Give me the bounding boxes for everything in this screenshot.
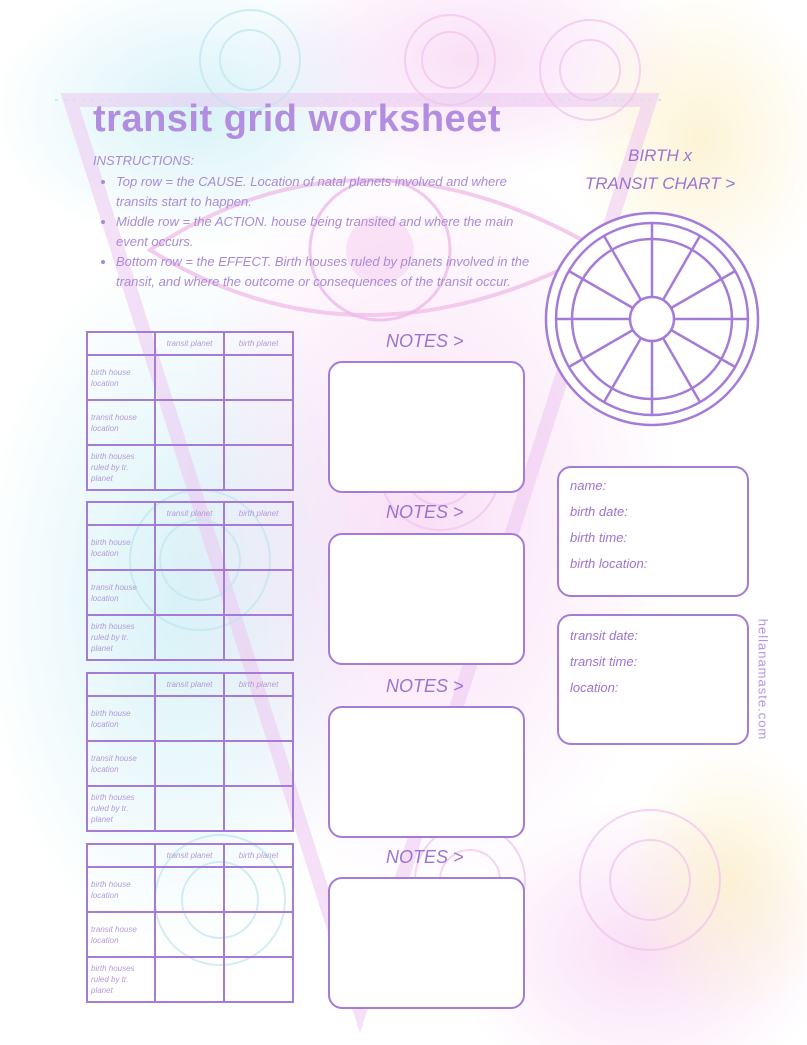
row-label-birth-house: birth house location (87, 355, 155, 400)
header-birth-planet: birth planet (224, 844, 293, 867)
grid-cell[interactable] (155, 615, 224, 660)
row-label-birth-house: birth house location (87, 696, 155, 741)
grid-cell[interactable] (224, 786, 293, 831)
notes-box[interactable] (328, 877, 525, 1009)
row-label-transit-house: transit house location (87, 570, 155, 615)
instruction-item: • Top row = the CAUSE. Location of natal planets involved and where transits start to happen. (116, 172, 541, 212)
notes-box[interactable] (328, 706, 525, 838)
header-birth-planet: birth planet (224, 673, 293, 696)
grid-cell[interactable] (224, 355, 293, 400)
header-birth-planet: birth planet (224, 502, 293, 525)
grid-corner-cell (87, 332, 155, 355)
instruction-item: • Middle row = the ACTION. house being transited and where the main event occurs. (116, 212, 541, 252)
row-label-birth-house: birth house location (87, 867, 155, 912)
birth-date-field: birth date: (570, 504, 628, 519)
row-label-transit-house: transit house location (87, 741, 155, 786)
grid-cell[interactable] (155, 912, 224, 957)
notes-box[interactable] (328, 533, 525, 665)
row-label-ruled-by: birth houses ruled by tr. planet (87, 445, 155, 490)
transit-time-field: transit time: (570, 654, 638, 669)
row-label-transit-house: transit house location (87, 400, 155, 445)
grid-cell[interactable] (224, 867, 293, 912)
grid-corner-cell (87, 502, 155, 525)
grid-cell[interactable] (155, 355, 224, 400)
row-label-birth-house: birth house location (87, 525, 155, 570)
instructions-heading: INSTRUCTIONS: (93, 153, 195, 168)
transit-grid-3 (86, 672, 294, 832)
grid-cell[interactable] (155, 741, 224, 786)
grid-cell[interactable] (155, 867, 224, 912)
instruction-item: • Bottom row = the EFFECT. Birth houses ruled by planets involved in the transit, and where the outcome or consequences of the transit occur. (116, 252, 541, 292)
grid-cell[interactable] (155, 696, 224, 741)
transit-grid-table (86, 843, 294, 1003)
transit-grid-table (86, 331, 294, 491)
transit-info-box[interactable] (557, 614, 749, 745)
website-credit: hellanamaste.com (755, 618, 771, 741)
birth-location-field: birth location: (570, 556, 648, 571)
transit-location-field: location: (570, 680, 619, 695)
notes-box[interactable] (328, 361, 525, 493)
header-transit-planet: transit planet (155, 844, 224, 867)
row-label-ruled-by: birth houses ruled by tr. planet (87, 615, 155, 660)
astrology-wheel-chart[interactable] (543, 205, 761, 433)
transit-grid-table (86, 672, 294, 832)
transit-grid-1 (86, 331, 294, 491)
grid-cell[interactable] (155, 525, 224, 570)
chart-title (560, 142, 760, 198)
grid-cell[interactable] (155, 570, 224, 615)
grid-cell[interactable] (224, 445, 293, 490)
grid-cell[interactable] (155, 400, 224, 445)
birth-info-box[interactable] (557, 466, 749, 597)
row-label-transit-house: transit house location (87, 912, 155, 957)
header-transit-planet: transit planet (155, 332, 224, 355)
grid-cell[interactable] (224, 696, 293, 741)
grid-cell[interactable] (224, 957, 293, 1002)
transit-grid-4 (86, 843, 294, 1003)
chart-title-line2: TRANSIT CHART > (584, 174, 736, 193)
page-title: transit grid worksheet (93, 98, 501, 140)
transit-date-field: transit date: (570, 628, 638, 643)
birth-time-field: birth time: (570, 530, 628, 545)
grid-cell[interactable] (224, 615, 293, 660)
grid-cell[interactable] (224, 741, 293, 786)
row-label-ruled-by: birth houses ruled by tr. planet (87, 957, 155, 1002)
grid-cell[interactable] (224, 400, 293, 445)
header-transit-planet: transit planet (155, 673, 224, 696)
chart-title-line1: BIRTH x (628, 146, 692, 165)
notes-label: NOTES > (386, 676, 464, 696)
instructions-list (100, 172, 541, 292)
birth-name-field: name: (570, 478, 607, 493)
notes-label: NOTES > (386, 847, 464, 867)
header-transit-planet: transit planet (155, 502, 224, 525)
header-birth-planet: birth planet (224, 332, 293, 355)
grid-corner-cell (87, 844, 155, 867)
grid-cell[interactable] (155, 786, 224, 831)
notes-label: NOTES > (386, 331, 464, 351)
row-label-ruled-by: birth houses ruled by tr. planet (87, 786, 155, 831)
transit-grid-2 (86, 501, 294, 661)
grid-cell[interactable] (224, 912, 293, 957)
grid-cell[interactable] (155, 957, 224, 1002)
grid-cell[interactable] (155, 445, 224, 490)
grid-cell[interactable] (224, 525, 293, 570)
transit-grid-table (86, 501, 294, 661)
grid-cell[interactable] (224, 570, 293, 615)
notes-label: NOTES > (386, 502, 464, 522)
grid-corner-cell (87, 673, 155, 696)
